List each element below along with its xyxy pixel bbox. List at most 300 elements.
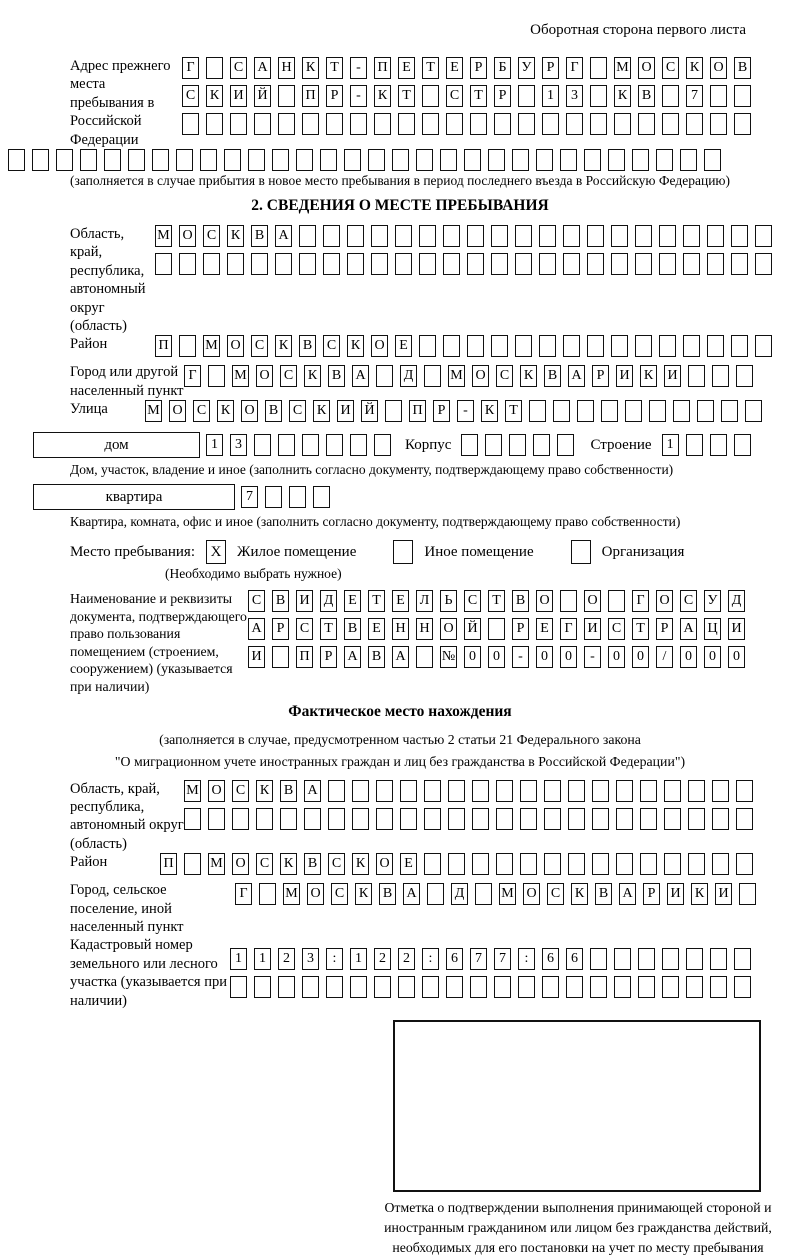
char-box[interactable]: Д xyxy=(400,365,417,387)
char-box[interactable] xyxy=(736,780,753,802)
char-box[interactable]: М xyxy=(499,883,516,905)
char-box[interactable] xyxy=(611,253,628,275)
char-box[interactable]: 1 xyxy=(350,948,367,970)
char-box[interactable] xyxy=(302,113,319,135)
char-box[interactable] xyxy=(208,808,225,830)
char-box[interactable] xyxy=(662,976,679,998)
char-box[interactable] xyxy=(649,400,666,422)
char-box[interactable]: Р xyxy=(470,57,487,79)
char-box[interactable] xyxy=(632,149,649,171)
char-box[interactable] xyxy=(424,365,441,387)
char-box[interactable] xyxy=(616,808,633,830)
char-box[interactable]: П xyxy=(160,853,177,875)
char-box[interactable] xyxy=(662,948,679,970)
char-box[interactable]: Д xyxy=(451,883,468,905)
char-box[interactable] xyxy=(755,335,772,357)
char-box[interactable]: И xyxy=(667,883,684,905)
char-box[interactable]: К xyxy=(481,400,498,422)
char-box[interactable]: П xyxy=(409,400,426,422)
char-box[interactable]: К xyxy=(374,85,391,107)
char-box[interactable]: Д xyxy=(728,590,745,612)
char-box[interactable]: С xyxy=(323,335,340,357)
char-box[interactable] xyxy=(427,883,444,905)
char-box[interactable]: С xyxy=(289,400,306,422)
char-box[interactable] xyxy=(491,225,508,247)
char-box[interactable] xyxy=(467,253,484,275)
char-box[interactable] xyxy=(688,853,705,875)
char-box[interactable]: К xyxy=(640,365,657,387)
char-box[interactable]: 0 xyxy=(704,646,721,668)
char-box[interactable] xyxy=(529,400,546,422)
char-box[interactable] xyxy=(400,808,417,830)
char-box[interactable]: - xyxy=(350,57,367,79)
char-box[interactable]: М xyxy=(145,400,162,422)
char-box[interactable]: : xyxy=(326,948,343,970)
kvartira-field-box[interactable]: квартира xyxy=(33,484,235,510)
char-box[interactable]: Т xyxy=(422,57,439,79)
char-box[interactable] xyxy=(374,976,391,998)
char-box[interactable] xyxy=(710,434,727,456)
char-box[interactable]: Р xyxy=(592,365,609,387)
char-box[interactable] xyxy=(539,335,556,357)
char-box[interactable] xyxy=(448,853,465,875)
char-box[interactable]: Е xyxy=(400,853,417,875)
char-box[interactable]: И xyxy=(337,400,354,422)
char-box[interactable] xyxy=(422,113,439,135)
char-box[interactable] xyxy=(395,253,412,275)
char-box[interactable]: Й xyxy=(254,85,271,107)
char-box[interactable] xyxy=(590,85,607,107)
char-box[interactable] xyxy=(272,149,289,171)
char-box[interactable]: К xyxy=(347,335,364,357)
char-box[interactable] xyxy=(350,434,367,456)
checkbox-inoe[interactable] xyxy=(393,540,413,564)
char-box[interactable] xyxy=(544,780,561,802)
char-box[interactable] xyxy=(275,253,292,275)
char-box[interactable] xyxy=(323,225,340,247)
char-box[interactable] xyxy=(470,976,487,998)
char-box[interactable]: 7 xyxy=(470,948,487,970)
char-box[interactable] xyxy=(208,365,225,387)
char-box[interactable]: В xyxy=(272,590,289,612)
char-box[interactable]: С xyxy=(256,853,273,875)
char-box[interactable]: 0 xyxy=(488,646,505,668)
char-box[interactable]: Е xyxy=(395,335,412,357)
char-box[interactable] xyxy=(313,486,330,508)
char-box[interactable] xyxy=(712,365,729,387)
char-box[interactable]: Г xyxy=(632,590,649,612)
char-box[interactable] xyxy=(494,113,511,135)
char-box[interactable] xyxy=(232,808,249,830)
char-box[interactable] xyxy=(328,780,345,802)
char-box[interactable]: С xyxy=(547,883,564,905)
char-box[interactable] xyxy=(488,618,505,640)
char-box[interactable] xyxy=(184,853,201,875)
char-box[interactable] xyxy=(179,335,196,357)
char-box[interactable] xyxy=(376,780,393,802)
char-box[interactable]: Г xyxy=(184,365,201,387)
char-box[interactable]: О xyxy=(523,883,540,905)
char-box[interactable]: 7 xyxy=(241,486,258,508)
char-box[interactable] xyxy=(712,780,729,802)
char-box[interactable]: Р xyxy=(433,400,450,422)
char-box[interactable] xyxy=(328,808,345,830)
char-box[interactable]: С xyxy=(608,618,625,640)
char-box[interactable]: 1 xyxy=(230,948,247,970)
char-box[interactable] xyxy=(464,149,481,171)
char-box[interactable] xyxy=(680,149,697,171)
char-box[interactable] xyxy=(557,434,574,456)
char-box[interactable] xyxy=(350,976,367,998)
char-box[interactable] xyxy=(302,976,319,998)
char-box[interactable] xyxy=(515,225,532,247)
char-box[interactable] xyxy=(755,225,772,247)
char-box[interactable]: К xyxy=(280,853,297,875)
char-box[interactable] xyxy=(734,434,751,456)
char-box[interactable]: А xyxy=(568,365,585,387)
char-box[interactable]: О xyxy=(584,590,601,612)
char-box[interactable] xyxy=(472,808,489,830)
char-box[interactable] xyxy=(152,149,169,171)
char-box[interactable] xyxy=(662,113,679,135)
char-box[interactable]: Т xyxy=(505,400,522,422)
char-box[interactable] xyxy=(302,434,319,456)
char-box[interactable] xyxy=(710,948,727,970)
char-box[interactable] xyxy=(416,646,433,668)
char-box[interactable] xyxy=(461,434,478,456)
char-box[interactable]: Р xyxy=(512,618,529,640)
char-box[interactable] xyxy=(590,113,607,135)
char-box[interactable] xyxy=(553,400,570,422)
char-box[interactable] xyxy=(326,434,343,456)
char-box[interactable]: А xyxy=(352,365,369,387)
char-box[interactable] xyxy=(323,253,340,275)
char-box[interactable] xyxy=(352,808,369,830)
char-box[interactable] xyxy=(616,780,633,802)
char-box[interactable] xyxy=(664,808,681,830)
char-box[interactable] xyxy=(371,253,388,275)
char-box[interactable] xyxy=(566,113,583,135)
char-box[interactable] xyxy=(424,808,441,830)
char-box[interactable]: М xyxy=(184,780,201,802)
char-box[interactable] xyxy=(686,434,703,456)
char-box[interactable]: М xyxy=(283,883,300,905)
char-box[interactable]: Г xyxy=(560,618,577,640)
char-box[interactable]: П xyxy=(296,646,313,668)
char-box[interactable]: О xyxy=(256,365,273,387)
char-box[interactable] xyxy=(280,808,297,830)
char-box[interactable] xyxy=(424,780,441,802)
char-box[interactable]: К xyxy=(355,883,372,905)
char-box[interactable] xyxy=(374,113,391,135)
char-box[interactable]: Й xyxy=(464,618,481,640)
char-box[interactable]: 0 xyxy=(632,646,649,668)
char-box[interactable] xyxy=(731,225,748,247)
char-box[interactable] xyxy=(376,365,393,387)
char-box[interactable] xyxy=(688,365,705,387)
char-box[interactable] xyxy=(518,976,535,998)
char-box[interactable] xyxy=(659,253,676,275)
char-box[interactable] xyxy=(491,253,508,275)
char-box[interactable] xyxy=(686,113,703,135)
char-box[interactable] xyxy=(688,808,705,830)
char-box[interactable]: В xyxy=(304,853,321,875)
char-box[interactable]: Й xyxy=(361,400,378,422)
char-box[interactable] xyxy=(518,113,535,135)
char-box[interactable]: К xyxy=(686,57,703,79)
char-box[interactable] xyxy=(731,335,748,357)
char-box[interactable] xyxy=(155,253,172,275)
checkbox-organizatsiya[interactable] xyxy=(571,540,591,564)
char-box[interactable] xyxy=(326,976,343,998)
char-box[interactable] xyxy=(512,149,529,171)
char-box[interactable]: К xyxy=(520,365,537,387)
char-box[interactable]: Г xyxy=(235,883,252,905)
char-box[interactable]: С xyxy=(182,85,199,107)
char-box[interactable]: В xyxy=(595,883,612,905)
char-box[interactable]: И xyxy=(728,618,745,640)
char-box[interactable] xyxy=(710,85,727,107)
dom-field-box[interactable]: дом xyxy=(33,432,200,458)
char-box[interactable] xyxy=(230,113,247,135)
char-box[interactable] xyxy=(712,853,729,875)
char-box[interactable]: К xyxy=(206,85,223,107)
char-box[interactable] xyxy=(440,149,457,171)
char-box[interactable]: К xyxy=(304,365,321,387)
char-box[interactable] xyxy=(616,853,633,875)
char-box[interactable] xyxy=(712,808,729,830)
char-box[interactable] xyxy=(443,335,460,357)
char-box[interactable] xyxy=(614,113,631,135)
char-box[interactable]: М xyxy=(203,335,220,357)
char-box[interactable]: О xyxy=(179,225,196,247)
char-box[interactable] xyxy=(568,808,585,830)
char-box[interactable] xyxy=(227,253,244,275)
char-box[interactable] xyxy=(736,808,753,830)
char-box[interactable]: К xyxy=(302,57,319,79)
char-box[interactable] xyxy=(128,149,145,171)
char-box[interactable] xyxy=(467,225,484,247)
char-box[interactable] xyxy=(638,113,655,135)
char-box[interactable]: / xyxy=(656,646,673,668)
char-box[interactable]: 3 xyxy=(230,434,247,456)
char-box[interactable] xyxy=(731,253,748,275)
char-box[interactable] xyxy=(707,335,724,357)
char-box[interactable]: А xyxy=(403,883,420,905)
char-box[interactable]: Ь xyxy=(440,590,457,612)
char-box[interactable] xyxy=(265,486,282,508)
char-box[interactable]: К xyxy=(256,780,273,802)
char-box[interactable] xyxy=(467,335,484,357)
char-box[interactable]: А xyxy=(254,57,271,79)
char-box[interactable]: В xyxy=(734,57,751,79)
char-box[interactable] xyxy=(614,948,631,970)
char-box[interactable] xyxy=(664,853,681,875)
char-box[interactable] xyxy=(563,335,580,357)
char-box[interactable] xyxy=(419,253,436,275)
char-box[interactable] xyxy=(520,808,537,830)
char-box[interactable] xyxy=(673,400,690,422)
char-box[interactable]: К xyxy=(571,883,588,905)
char-box[interactable]: 2 xyxy=(374,948,391,970)
char-box[interactable] xyxy=(515,335,532,357)
char-box[interactable]: Р xyxy=(643,883,660,905)
char-box[interactable]: И xyxy=(296,590,313,612)
char-box[interactable]: В xyxy=(265,400,282,422)
char-box[interactable] xyxy=(206,57,223,79)
char-box[interactable] xyxy=(289,486,306,508)
char-box[interactable]: С xyxy=(193,400,210,422)
char-box[interactable]: У xyxy=(704,590,721,612)
char-box[interactable] xyxy=(520,853,537,875)
char-box[interactable] xyxy=(230,976,247,998)
char-box[interactable] xyxy=(745,400,762,422)
char-box[interactable] xyxy=(472,780,489,802)
char-box[interactable] xyxy=(640,853,657,875)
char-box[interactable] xyxy=(584,149,601,171)
char-box[interactable] xyxy=(707,225,724,247)
char-box[interactable] xyxy=(592,780,609,802)
char-box[interactable]: № xyxy=(440,646,457,668)
char-box[interactable] xyxy=(496,780,513,802)
char-box[interactable]: Р xyxy=(542,57,559,79)
char-box[interactable]: 2 xyxy=(398,948,415,970)
char-box[interactable]: О xyxy=(656,590,673,612)
char-box[interactable] xyxy=(491,335,508,357)
char-box[interactable]: - xyxy=(457,400,474,422)
char-box[interactable] xyxy=(638,976,655,998)
char-box[interactable] xyxy=(587,335,604,357)
char-box[interactable] xyxy=(376,808,393,830)
char-box[interactable]: : xyxy=(422,948,439,970)
char-box[interactable]: Е xyxy=(446,57,463,79)
char-box[interactable]: - xyxy=(512,646,529,668)
char-box[interactable] xyxy=(592,808,609,830)
char-box[interactable] xyxy=(515,253,532,275)
char-box[interactable] xyxy=(8,149,25,171)
char-box[interactable]: В xyxy=(344,618,361,640)
char-box[interactable]: Т xyxy=(398,85,415,107)
char-box[interactable]: А xyxy=(619,883,636,905)
char-box[interactable] xyxy=(560,149,577,171)
char-box[interactable] xyxy=(736,853,753,875)
char-box[interactable]: Е xyxy=(398,57,415,79)
char-box[interactable] xyxy=(707,253,724,275)
char-box[interactable] xyxy=(278,434,295,456)
char-box[interactable] xyxy=(395,225,412,247)
char-box[interactable]: О xyxy=(536,590,553,612)
char-box[interactable]: С xyxy=(464,590,481,612)
char-box[interactable] xyxy=(635,253,652,275)
char-box[interactable] xyxy=(664,780,681,802)
char-box[interactable]: Д xyxy=(320,590,337,612)
char-box[interactable] xyxy=(488,149,505,171)
char-box[interactable] xyxy=(640,780,657,802)
char-box[interactable]: О xyxy=(638,57,655,79)
char-box[interactable] xyxy=(544,853,561,875)
char-box[interactable] xyxy=(587,253,604,275)
char-box[interactable] xyxy=(392,149,409,171)
char-box[interactable] xyxy=(80,149,97,171)
char-box[interactable]: Н xyxy=(278,57,295,79)
checkbox-zhiloe[interactable]: X xyxy=(206,540,226,564)
char-box[interactable]: О xyxy=(376,853,393,875)
char-box[interactable]: С xyxy=(331,883,348,905)
char-box[interactable] xyxy=(203,253,220,275)
char-box[interactable] xyxy=(563,225,580,247)
char-box[interactable]: О xyxy=(232,853,249,875)
char-box[interactable] xyxy=(539,225,556,247)
char-box[interactable]: 0 xyxy=(608,646,625,668)
char-box[interactable]: Т xyxy=(488,590,505,612)
char-box[interactable] xyxy=(385,400,402,422)
char-box[interactable]: В xyxy=(280,780,297,802)
char-box[interactable] xyxy=(533,434,550,456)
char-box[interactable]: К xyxy=(275,335,292,357)
char-box[interactable] xyxy=(248,149,265,171)
char-box[interactable] xyxy=(688,780,705,802)
char-box[interactable] xyxy=(563,253,580,275)
char-box[interactable]: В xyxy=(379,883,396,905)
char-box[interactable] xyxy=(475,883,492,905)
char-box[interactable]: 6 xyxy=(446,948,463,970)
char-box[interactable]: М xyxy=(232,365,249,387)
char-box[interactable] xyxy=(734,85,751,107)
char-box[interactable]: 3 xyxy=(566,85,583,107)
char-box[interactable] xyxy=(635,335,652,357)
char-box[interactable]: Е xyxy=(392,590,409,612)
char-box[interactable]: 0 xyxy=(536,646,553,668)
char-box[interactable] xyxy=(254,976,271,998)
char-box[interactable] xyxy=(566,976,583,998)
char-box[interactable] xyxy=(509,434,526,456)
char-box[interactable]: Л xyxy=(416,590,433,612)
char-box[interactable] xyxy=(259,883,276,905)
char-box[interactable] xyxy=(374,434,391,456)
char-box[interactable]: Р xyxy=(320,646,337,668)
char-box[interactable] xyxy=(721,400,738,422)
char-box[interactable]: 1 xyxy=(542,85,559,107)
char-box[interactable]: М xyxy=(208,853,225,875)
char-box[interactable]: У xyxy=(518,57,535,79)
char-box[interactable] xyxy=(734,113,751,135)
char-box[interactable] xyxy=(419,225,436,247)
char-box[interactable]: В xyxy=(512,590,529,612)
char-box[interactable]: П xyxy=(374,57,391,79)
char-box[interactable]: С xyxy=(232,780,249,802)
char-box[interactable] xyxy=(398,113,415,135)
char-box[interactable]: Т xyxy=(320,618,337,640)
char-box[interactable]: Г xyxy=(566,57,583,79)
char-box[interactable] xyxy=(704,149,721,171)
char-box[interactable]: О xyxy=(710,57,727,79)
char-box[interactable] xyxy=(608,149,625,171)
char-box[interactable] xyxy=(200,149,217,171)
char-box[interactable] xyxy=(296,149,313,171)
char-box[interactable] xyxy=(614,976,631,998)
char-box[interactable] xyxy=(278,976,295,998)
char-box[interactable]: К xyxy=(691,883,708,905)
char-box[interactable] xyxy=(182,113,199,135)
char-box[interactable] xyxy=(446,976,463,998)
char-box[interactable] xyxy=(278,85,295,107)
char-box[interactable]: С xyxy=(251,335,268,357)
char-box[interactable] xyxy=(518,85,535,107)
char-box[interactable]: П xyxy=(302,85,319,107)
char-box[interactable]: А xyxy=(275,225,292,247)
char-box[interactable] xyxy=(736,365,753,387)
char-box[interactable] xyxy=(683,335,700,357)
